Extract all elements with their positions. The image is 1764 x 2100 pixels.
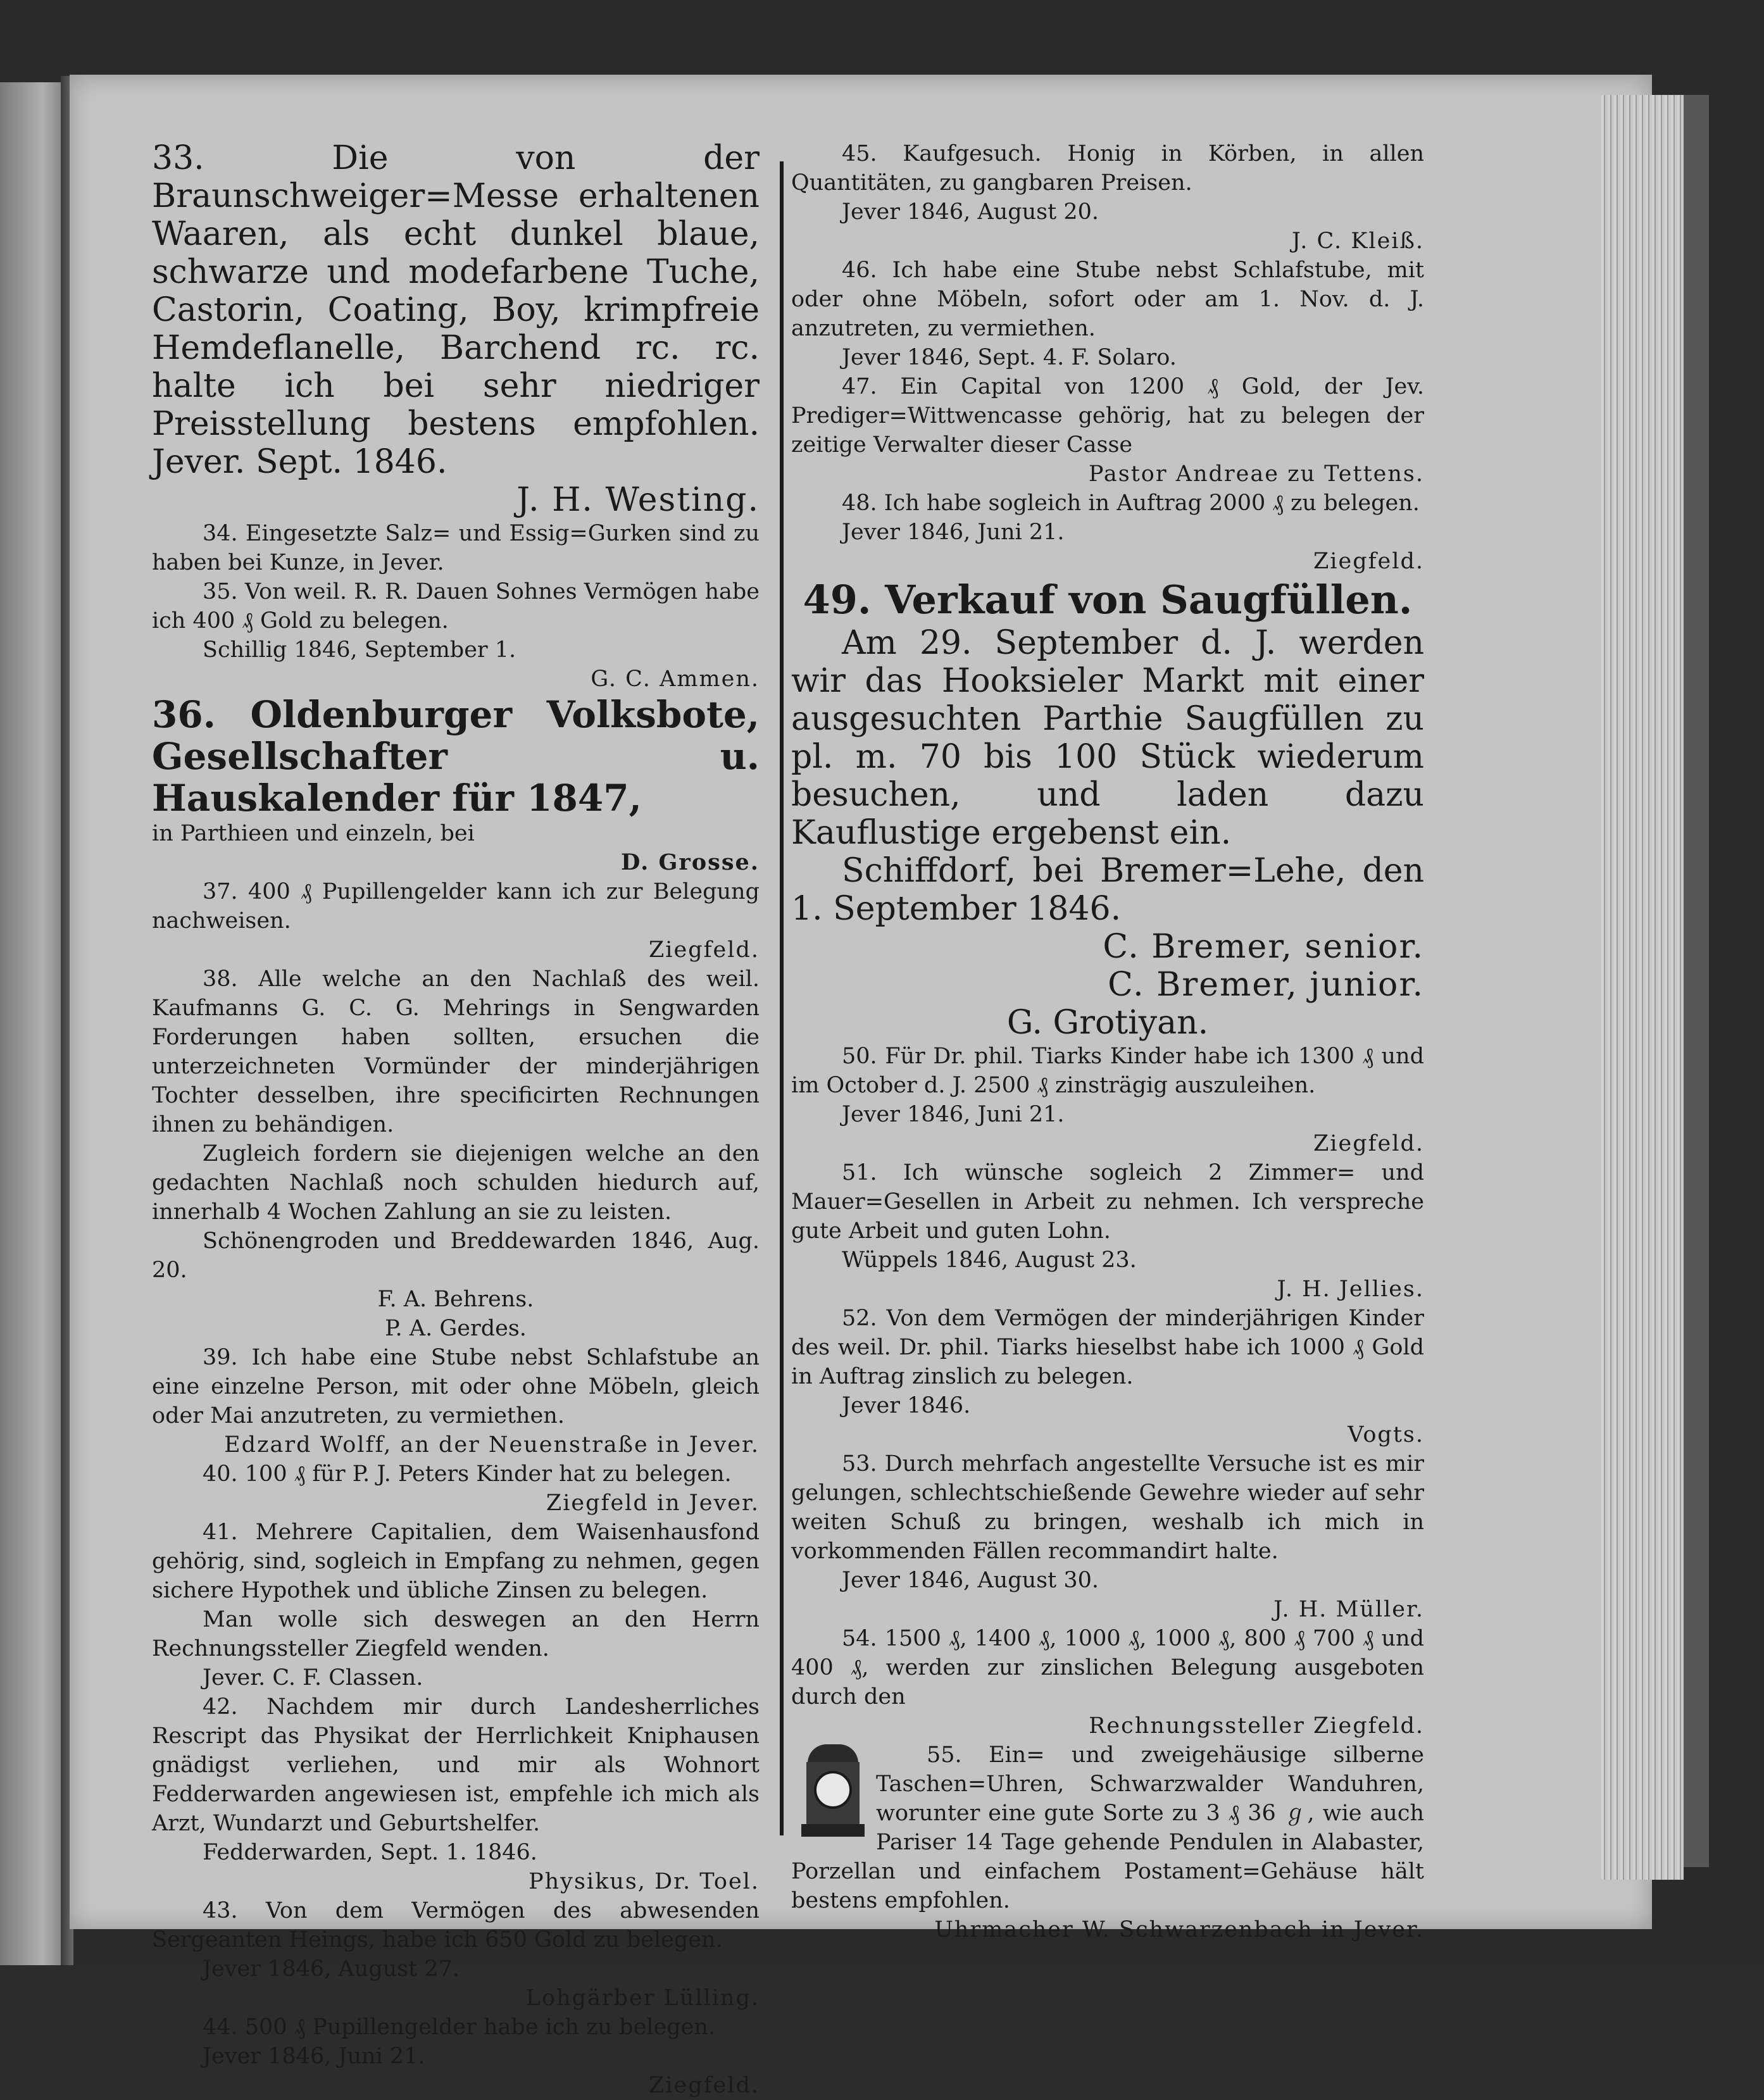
notice-p44: 44. 500 ₰ Pupillengelder habe ich zu belegen. — [203, 2015, 715, 2040]
notice-p38-sig1: F. A. Behrens. — [377, 1287, 534, 1312]
notice-p41: 41. Mehrere Capitalien, dem Waisenhausfond gehörig, sind, sogleich in Empfang zu nehmen, gegen sichere Hypothek und übliche Zinsen zu belegen. — [152, 1520, 760, 1603]
page-stack-edge — [1601, 95, 1684, 1880]
notice-p40: 40. 100 ₰ für P. J. Peters Kinder hat zu belegen. — [203, 1461, 732, 1487]
notice-p49-sig2: C. Bremer, junior. — [1108, 966, 1424, 1004]
notice-p50: 50. Für Dr. phil. Tiarks Kinder habe ich 1300 ₰ und im October d. J. 2500 ₰ zinsträgig auszuleihen. — [791, 1044, 1424, 1098]
notice-p42-sig: Physikus, Dr. Toel. — [529, 1869, 760, 1894]
notice-p36-sig: D. Grosse. — [620, 849, 760, 875]
notice-p49-date: Schiffdorf, bei Bremer=Lehe, den 1. September 1846. — [791, 852, 1424, 928]
notice-p35: 35. Von weil. R. R. Dauen Sohnes Vermögen habe ich 400 ₰ Gold zu belegen. — [152, 579, 760, 634]
notice-p35-date: Schillig 1846, September 1. — [203, 637, 516, 663]
notice-p42-date: Fedderwarden, Sept. 1. 1846. — [203, 1840, 537, 1865]
notice-p48-sig: Ziegfeld. — [1313, 549, 1424, 574]
notice-p38-date: Schönengroden und Breddewarden 1846, Aug. 20. — [152, 1228, 760, 1283]
notice-p39-sig: Edzard Wolff, an der Neuenstraße in Jever. — [224, 1432, 760, 1458]
notice-p51-date: Wüppels 1846, August 23. — [842, 1247, 1137, 1273]
notice-p52-date: Jever 1846. — [842, 1393, 971, 1418]
notice-p49: Am 29. September d. J. werden wir das Hooksieler Markt mit einer ausgesuchten Parthie Saugfüllen zu pl. m. 70 bis 100 Stück wiederum besuchen, und laden dazu Kauflustige ergebenst ein. — [791, 624, 1424, 852]
notice-p36b: in Parthieen und einzeln, bei — [152, 821, 475, 846]
notice-p54: 54. 1500 ₰, 1400 ₰, 1000 ₰, 1000 ₰, 800 ₰ 700 ₰ und 400 ₰, werden zur zinslichen Belegung ausgeboten durch den — [791, 1626, 1424, 1709]
previous-page-edge — [0, 82, 61, 1965]
notice-p52-sig: Vogts. — [1348, 1422, 1424, 1447]
notice-p50-sig: Ziegfeld. — [1313, 1131, 1424, 1156]
notice-p38: 38. Alle welche an den Nachlaß des weil. Kaufmanns G. C. G. Mehrings in Sengwarden Forderungen haben sollten, ersuchen die unterzeichneten Vormünder der minderjährigen Tochter desselben, ihre specificirten Rechnungen ihnen zu behändigen. — [152, 966, 760, 1137]
notice-p47: 47. Ein Capital von 1200 ₰ Gold, der Jev. Prediger=Wittwencasse gehörig, hat zu belegen der zeitige Verwalter dieser Casse — [791, 374, 1424, 458]
notice-p38-sig2: P. A. Gerdes. — [385, 1316, 527, 1341]
notice-p44-date: Jever 1846, Juni 21. — [203, 2044, 425, 2069]
notice-p44-sig: Ziegfeld. — [648, 2073, 760, 2098]
notice-p33-sig: J. H. Westing. — [516, 481, 760, 519]
notice-55-signature: Uhrmacher W. Schwarzenbach in Jever. — [934, 1917, 1424, 1942]
notice-p49-sig1: C. Bremer, senior. — [1103, 928, 1424, 966]
notice-p37: 37. 400 ₰ Pupillengelder kann ich zur Belegung nachweisen. — [152, 879, 760, 934]
notice-p50-date: Jever 1846, Juni 21. — [842, 1102, 1065, 1127]
notice-p53-date: Jever 1846, August 30. — [842, 1568, 1099, 1593]
notice-p45-sig: J. C. Kleiß. — [1291, 228, 1424, 254]
notice-p45: 45. Kaufgesuch. Honig in Körben, in allen Quantitäten, zu gangbaren Preisen. — [791, 141, 1424, 196]
notice-p41b: Man wolle sich deswegen an den Herrn Rechnungssteller Ziegfeld wenden. — [152, 1607, 760, 1661]
notice-p51: 51. Ich wünsche sogleich 2 Zimmer= und Mauer=Gesellen in Arbeit zu nehmen. Ich verspreche gute Arbeit und guten Lohn. — [791, 1160, 1424, 1244]
notice-p51-sig: J. H. Jellies. — [1277, 1277, 1424, 1302]
notice-p45-date: Jever 1846, August 20. — [842, 199, 1099, 225]
notice-p43-sig: Lohgärber Lülling. — [525, 1985, 760, 2011]
notice-55 — [791, 1741, 1424, 1915]
column-rule — [780, 161, 784, 1835]
notice-p53-sig: J. H. Müller. — [1273, 1597, 1424, 1622]
notice-p54-sig: Rechnungssteller Ziegfeld. — [1089, 1713, 1424, 1739]
notice-p46-date: Jever 1846, Sept. 4. F. Solaro. — [842, 345, 1177, 370]
notice-p34: 34. Eingesetzte Salz= und Essig=Gurken sind zu haben bei Kunze, in Jever. — [152, 521, 760, 575]
notice-p35-sig: G. C. Ammen. — [591, 666, 760, 692]
notice-p47-sig: Pastor Andreae zu Tettens. — [1088, 461, 1424, 487]
notice-p42: 42. Nachdem mir durch Landesherrliches Rescript das Physikat der Herrlichkeit Kniphausen gnädigst verliehen, und mir als Wohnort Fedderwarden angewiesen ist, empfehle ich mich als Arzt, Wundarzt und Geburtshelfer. — [152, 1694, 760, 1836]
clock-icon — [801, 1744, 865, 1839]
notice-55-text: 55. Ein= und zweigehäusige silberne Taschen=Uhren, Schwarzwalder Wanduhren, worunter eine gute Sorte zu 3 ₰ 36 ℊ, wie auch Pariser 14 Tage gehende Pendulen in Alabaster, Porzellan und einfachem Postament=Gehäuse hält bestens empfohlen. — [791, 1742, 1424, 1913]
notice-p36: 36. Oldenburger Volksbote, Gesellschafter u. Hauskalender für 1847, — [152, 693, 760, 820]
notice-p43: 43. Von dem Vermögen des abwesenden Sergeanten Heings, habe ich 650 Gold zu belegen. — [152, 1898, 760, 1953]
notice-p53: 53. Durch mehrfach angestellte Versuche ist es mir gelungen, schlechtschießende Gewehre wieder auf sehr weiten Schuß zu bringen, weshalb ich mich in vorkommenden Fällen recommandirt halte. — [791, 1451, 1424, 1564]
notice-p37-sig: Ziegfeld. — [648, 937, 760, 963]
notice-p52: 52. Von dem Vermögen der minderjährigen Kinder des weil. Dr. phil. Tiarks hieselbst habe ich 1000 ₰ Gold in Auftrag zinslich zu belegen. — [791, 1306, 1424, 1389]
notice-p33: 33. Die von der Braunschweiger=Messe erhaltenen Waaren, als echt dunkel blaue, schwarze und modefarbene Tuche, Castorin, Coating, Boy, krimpfreie Hemdeflanelle, Barchend rc. rc. halte ich bei sehr niedriger Preisstellung bestens empfohlen. Jever. Sept. 1846. — [152, 139, 760, 481]
notice-p46: 46. Ich habe eine Stube nebst Schlafstube, mit oder ohne Möbeln, sofort oder am 1. Nov. d. J. anzutreten, zu vermiethen. — [791, 258, 1424, 341]
notice-p48: 48. Ich habe sogleich in Auftrag 2000 ₰ zu belegen. — [842, 491, 1420, 516]
notice-p38b: Zugleich fordern sie diejenigen welche an den gedachten Nachlaß noch schulden hiedurch auf, innerhalb 4 Wochen Zahlung an sie zu leisten. — [152, 1141, 760, 1225]
right-column — [791, 139, 1424, 1944]
notice-p43-date: Jever 1846, August 27. — [203, 1956, 460, 1982]
notice-p49-head: 49. Verkauf von Saugfüllen. — [803, 577, 1413, 623]
notice-p49-sig3: G. Grotiyan. — [1006, 1004, 1209, 1042]
notice-p40-sig: Ziegfeld in Jever. — [546, 1491, 760, 1516]
notice-p48-date: Jever 1846, Juni 21. — [842, 520, 1065, 545]
notice-p41-sig: Jever. C. F. Classen. — [203, 1665, 423, 1691]
notice-p39: 39. Ich habe eine Stube nebst Schlafstube an eine einzelne Person, mit oder ohne Möbeln, gleich oder Mai anzutreten, zu vermiethen. — [152, 1345, 760, 1428]
left-column — [152, 139, 760, 2100]
